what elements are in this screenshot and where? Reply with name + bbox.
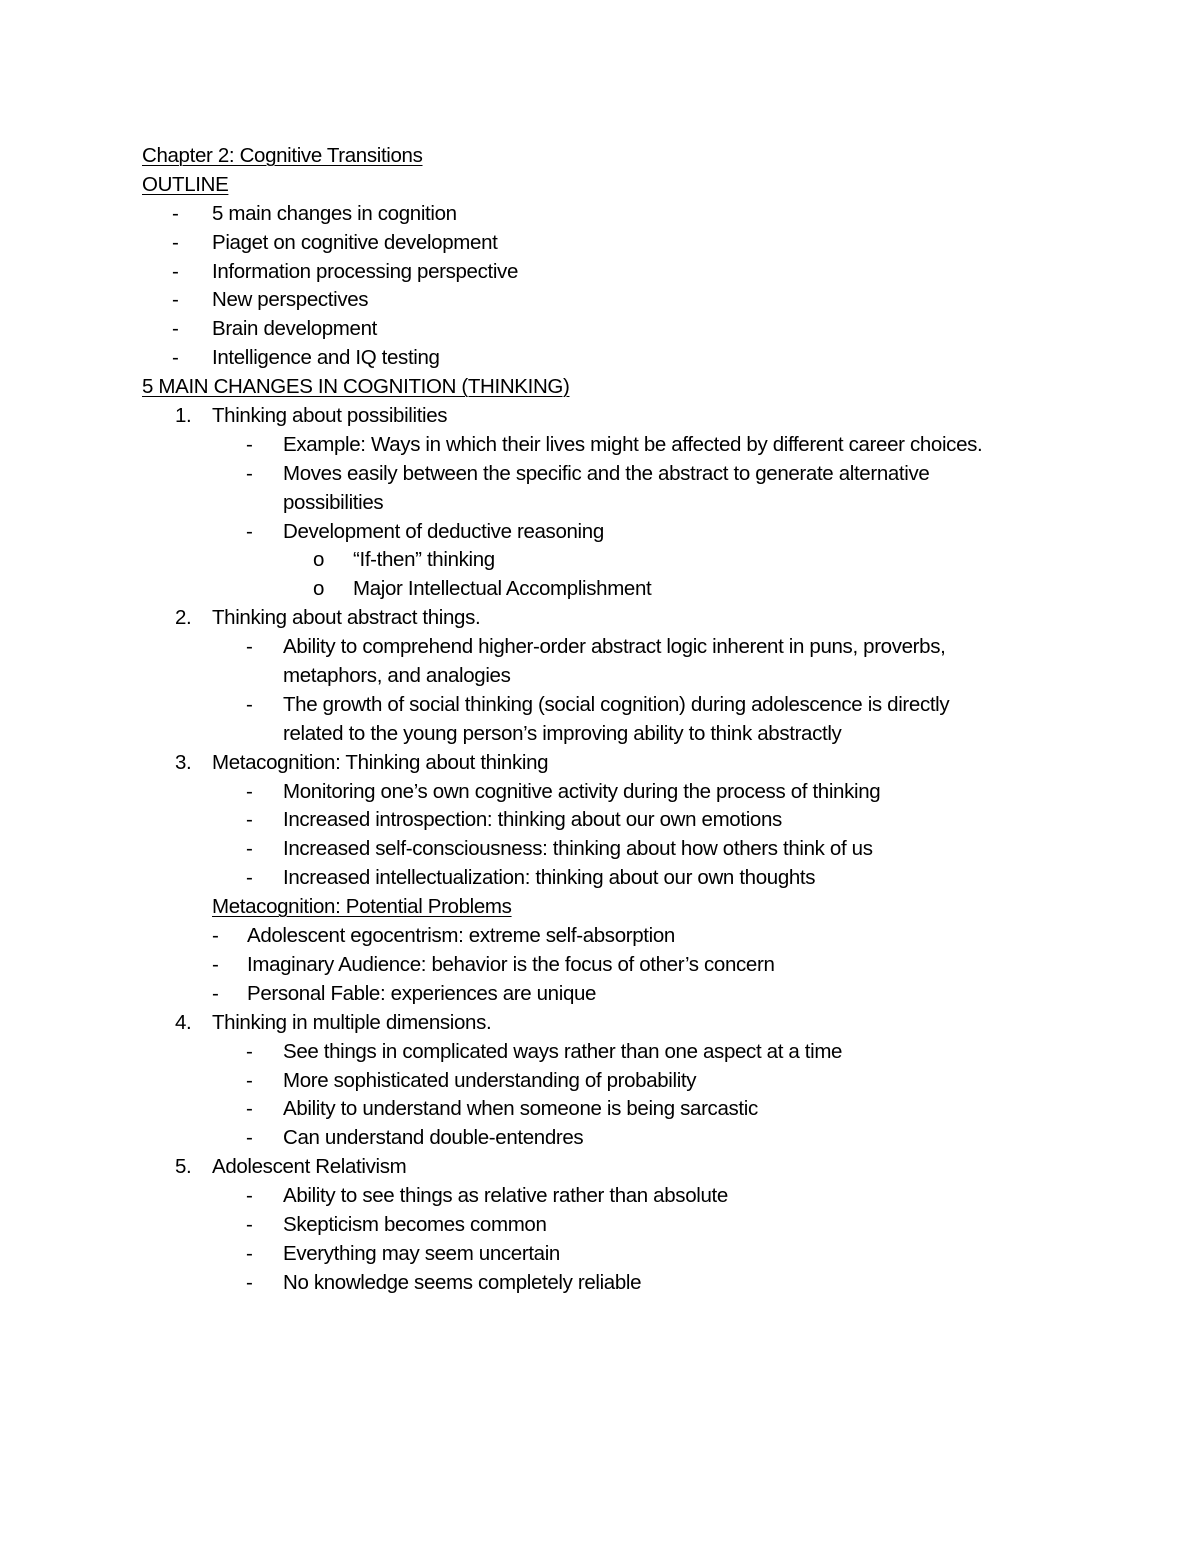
- dash-bullet: -: [246, 519, 253, 543]
- outline-heading: OUTLINE: [142, 172, 229, 196]
- sub-bullet-text: Increased intellectualization: thinking about our own thoughts: [283, 866, 816, 890]
- item-number: 5.: [175, 1155, 192, 1179]
- chapter-title-line: [142, 142, 1082, 171]
- dash-bullet: -: [246, 808, 253, 832]
- problem-item-text: Imaginary Audience: behavior is the focus of other’s concern: [247, 952, 775, 976]
- sub-bullet-text: Increased introspection: thinking about our own emotions: [283, 808, 782, 832]
- sub-bullet: [142, 1182, 1082, 1211]
- dash-bullet: -: [172, 201, 179, 225]
- dash-bullet: -: [246, 779, 253, 803]
- dash-bullet: -: [246, 1241, 253, 1265]
- sub-sub-bullet-text: Major Intellectual Accomplishment: [353, 577, 652, 601]
- numbered-item: [142, 1009, 1082, 1038]
- dash-bullet: -: [172, 317, 179, 341]
- sub-bullet-text: related to the young person’s improving ability to think abstractly: [283, 721, 842, 745]
- sub-sub-bullet: [142, 575, 1082, 604]
- sub-bullet-text: No knowledge seems completely reliable: [283, 1270, 642, 1294]
- document-body: [142, 142, 1082, 1298]
- dash-bullet: -: [246, 461, 253, 485]
- dash-bullet: -: [212, 952, 219, 976]
- problem-item: [142, 951, 1082, 980]
- item-number: 1.: [175, 404, 192, 428]
- outline-heading-line: [142, 171, 1082, 200]
- dash-bullet: -: [246, 1126, 253, 1150]
- sub-bullet-text: Monitoring one’s own cognitive activity during the process of thinking: [283, 779, 881, 803]
- sub-bullet: [142, 691, 1082, 720]
- dash-bullet: -: [172, 259, 179, 283]
- sub-bullet-continuation: [142, 662, 1082, 691]
- sub-sub-bullet: [142, 546, 1082, 575]
- dash-bullet: -: [246, 1039, 253, 1063]
- dash-bullet: -: [172, 288, 179, 312]
- numbered-item: [142, 604, 1082, 633]
- outline-item: [142, 200, 1082, 229]
- sub-bullet-text: Development of deductive reasoning: [283, 519, 604, 543]
- dash-bullet: -: [246, 692, 253, 716]
- sub-bullet: [142, 1211, 1082, 1240]
- dash-bullet: -: [246, 1270, 253, 1294]
- outline-item: [142, 258, 1082, 287]
- dash-bullet: -: [212, 924, 219, 948]
- outline-item: [142, 315, 1082, 344]
- sub-bullet: [142, 806, 1082, 835]
- sub-bullet: [142, 431, 1082, 460]
- sub-bullet: [142, 1067, 1082, 1096]
- problems-heading: Metacognition: Potential Problems: [212, 895, 512, 919]
- dash-bullet: -: [246, 1097, 253, 1121]
- outline-item-text: 5 main changes in cognition: [212, 201, 457, 225]
- sub-bullet-text: The growth of social thinking (social cognition) during adolescence is directly: [283, 692, 950, 716]
- dash-bullet: -: [172, 230, 179, 254]
- numbered-item: [142, 749, 1082, 778]
- outline-item-text: Brain development: [212, 317, 377, 341]
- dash-bullet: -: [212, 981, 219, 1005]
- circle-bullet: o: [313, 577, 325, 601]
- dash-bullet: -: [246, 866, 253, 890]
- dash-bullet: -: [246, 1212, 253, 1236]
- item-label: Adolescent Relativism: [212, 1155, 407, 1179]
- item-number: 3.: [175, 750, 192, 774]
- dash-bullet: -: [246, 1068, 253, 1092]
- sub-bullet-text: Can understand double-entendres: [283, 1126, 584, 1150]
- item-label: Thinking about abstract things.: [212, 606, 481, 630]
- problem-item-text: Personal Fable: experiences are unique: [247, 981, 597, 1005]
- problem-item: [142, 922, 1082, 951]
- problem-item: [142, 980, 1082, 1009]
- outline-item-text: Intelligence and IQ testing: [212, 346, 440, 370]
- sub-bullet: [142, 835, 1082, 864]
- outline-item-text: New perspectives: [212, 288, 369, 312]
- sub-bullet: [142, 518, 1082, 547]
- sub-bullet: [142, 778, 1082, 807]
- outline-item: [142, 344, 1082, 373]
- sub-bullet: [142, 1240, 1082, 1269]
- sub-bullet-text: Ability to see things as relative rather than absolute: [283, 1184, 728, 1208]
- sub-bullet-text: Moves easily between the specific and the abstract to generate alternative: [283, 461, 930, 485]
- sub-bullet-text: See things in complicated ways rather than one aspect at a time: [283, 1039, 843, 1063]
- sub-bullet-text: More sophisticated understanding of probability: [283, 1068, 697, 1092]
- sub-bullet-continuation: [142, 489, 1082, 518]
- sub-bullet-text: Example: Ways in which their lives might be affected by different career choices.: [283, 432, 983, 456]
- sub-bullet: [142, 1124, 1082, 1153]
- sub-bullet-text: Ability to understand when someone is being sarcastic: [283, 1097, 758, 1121]
- problem-item-text: Adolescent egocentrism: extreme self-absorption: [247, 924, 675, 948]
- item-label: Thinking in multiple dimensions.: [212, 1010, 492, 1034]
- sub-bullet-text: Skepticism becomes common: [283, 1212, 547, 1236]
- item-number: 4.: [175, 1010, 192, 1034]
- sub-sub-bullet-text: “If-then” thinking: [353, 548, 495, 572]
- sub-bullet-continuation: [142, 720, 1082, 749]
- item-label: Metacognition: Thinking about thinking: [212, 750, 549, 774]
- section-heading-line: [142, 373, 1082, 402]
- sub-bullet-text: Everything may seem uncertain: [283, 1241, 560, 1265]
- sub-bullet: [142, 1269, 1082, 1298]
- chapter-title: Chapter 2: Cognitive Transitions: [142, 144, 423, 167]
- sub-bullet-text: possibilities: [283, 490, 384, 514]
- numbered-item: [142, 1153, 1082, 1182]
- dash-bullet: -: [246, 432, 253, 456]
- sub-bullet: [142, 460, 1082, 489]
- sub-bullet-text: Increased self-consciousness: thinking about how others think of us: [283, 837, 873, 861]
- outline-item-text: Piaget on cognitive development: [212, 230, 498, 254]
- sub-bullet: [142, 633, 1082, 662]
- sub-bullet: [142, 864, 1082, 893]
- dash-bullet: -: [172, 346, 179, 370]
- outline-item-text: Information processing perspective: [212, 259, 519, 283]
- problems-heading-line: [142, 893, 1082, 922]
- section-heading: 5 MAIN CHANGES IN COGNITION (THINKING): [142, 375, 570, 399]
- sub-bullet: [142, 1038, 1082, 1067]
- dash-bullet: -: [246, 1184, 253, 1208]
- sub-bullet-text: Ability to comprehend higher-order abstract logic inherent in puns, proverbs,: [283, 635, 946, 659]
- numbered-item: [142, 402, 1082, 431]
- dash-bullet: -: [246, 635, 253, 659]
- item-number: 2.: [175, 606, 192, 630]
- sub-bullet-text: metaphors, and analogies: [283, 664, 511, 688]
- item-label: Thinking about possibilities: [212, 404, 448, 428]
- sub-bullet: [142, 1095, 1082, 1124]
- circle-bullet: o: [313, 548, 325, 572]
- outline-item: [142, 286, 1082, 315]
- dash-bullet: -: [246, 837, 253, 861]
- outline-item: [142, 229, 1082, 258]
